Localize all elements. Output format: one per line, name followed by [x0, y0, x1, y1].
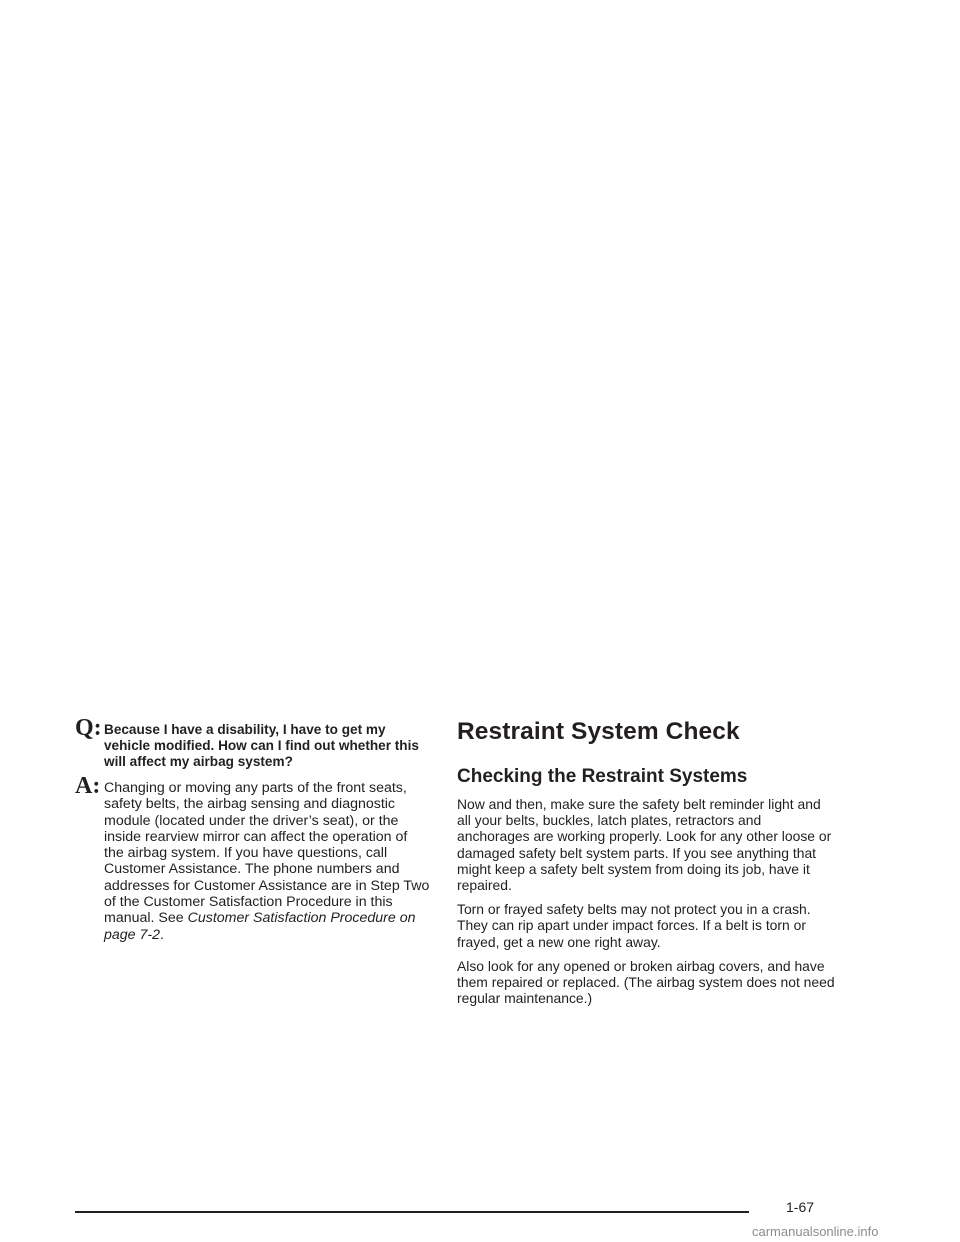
section-subtitle: Checking the Restraint Systems: [457, 766, 748, 787]
answer-text: [104, 780, 430, 943]
question-block: [75, 715, 430, 770]
restraint-check-section: [457, 718, 837, 1014]
a-label: A:: [75, 773, 101, 799]
question-text: Because I have a disability, I have to get my vehicle modified. How can I find out whether this will affect my airbag system?: [104, 722, 419, 769]
paragraph: Torn or frayed safety belts may not protect you in a crash. They can rip apart under impact forces. If a belt is torn or frayed, get a new one right away.: [457, 901, 811, 950]
q-label: Q:: [75, 715, 102, 741]
answer-end: .: [160, 926, 164, 943]
answer-cross-reference: Customer Satisfaction Procedure on page 7-2: [104, 910, 416, 943]
section-title: Restraint System Check: [457, 718, 740, 745]
paragraph: Now and then, make sure the safety belt reminder light and all your belts, buckles, latch plates, retractors and anchorages are working properly. Look for any other loose or damaged safety belt system parts. If you see anything that might keep a safety belt system from doing its job, have it repaired.: [457, 796, 832, 894]
paragraph: Also look for any opened or broken airbag covers, and have them repaired or replaced. (The airbag system does not need regular maintenance.): [457, 957, 835, 1007]
answer-body: Changing or moving any parts of the front seats, safety belts, the airbag sensing and diagnostic module (located under the driver’s seat), or the inside rearview mirror can affect the operation of the airbag system. If you have questions, call Customer Assistance. The phone numbers and addresses for Customer Assistance are in Step Two of the Customer Satisfaction Procedure in this manual. See: [104, 780, 430, 927]
page-number: 1-67: [786, 1199, 815, 1215]
footer-rule: [75, 1211, 749, 1213]
answer-block: [75, 773, 430, 943]
watermark: carmanualsonline.info: [752, 1224, 879, 1239]
